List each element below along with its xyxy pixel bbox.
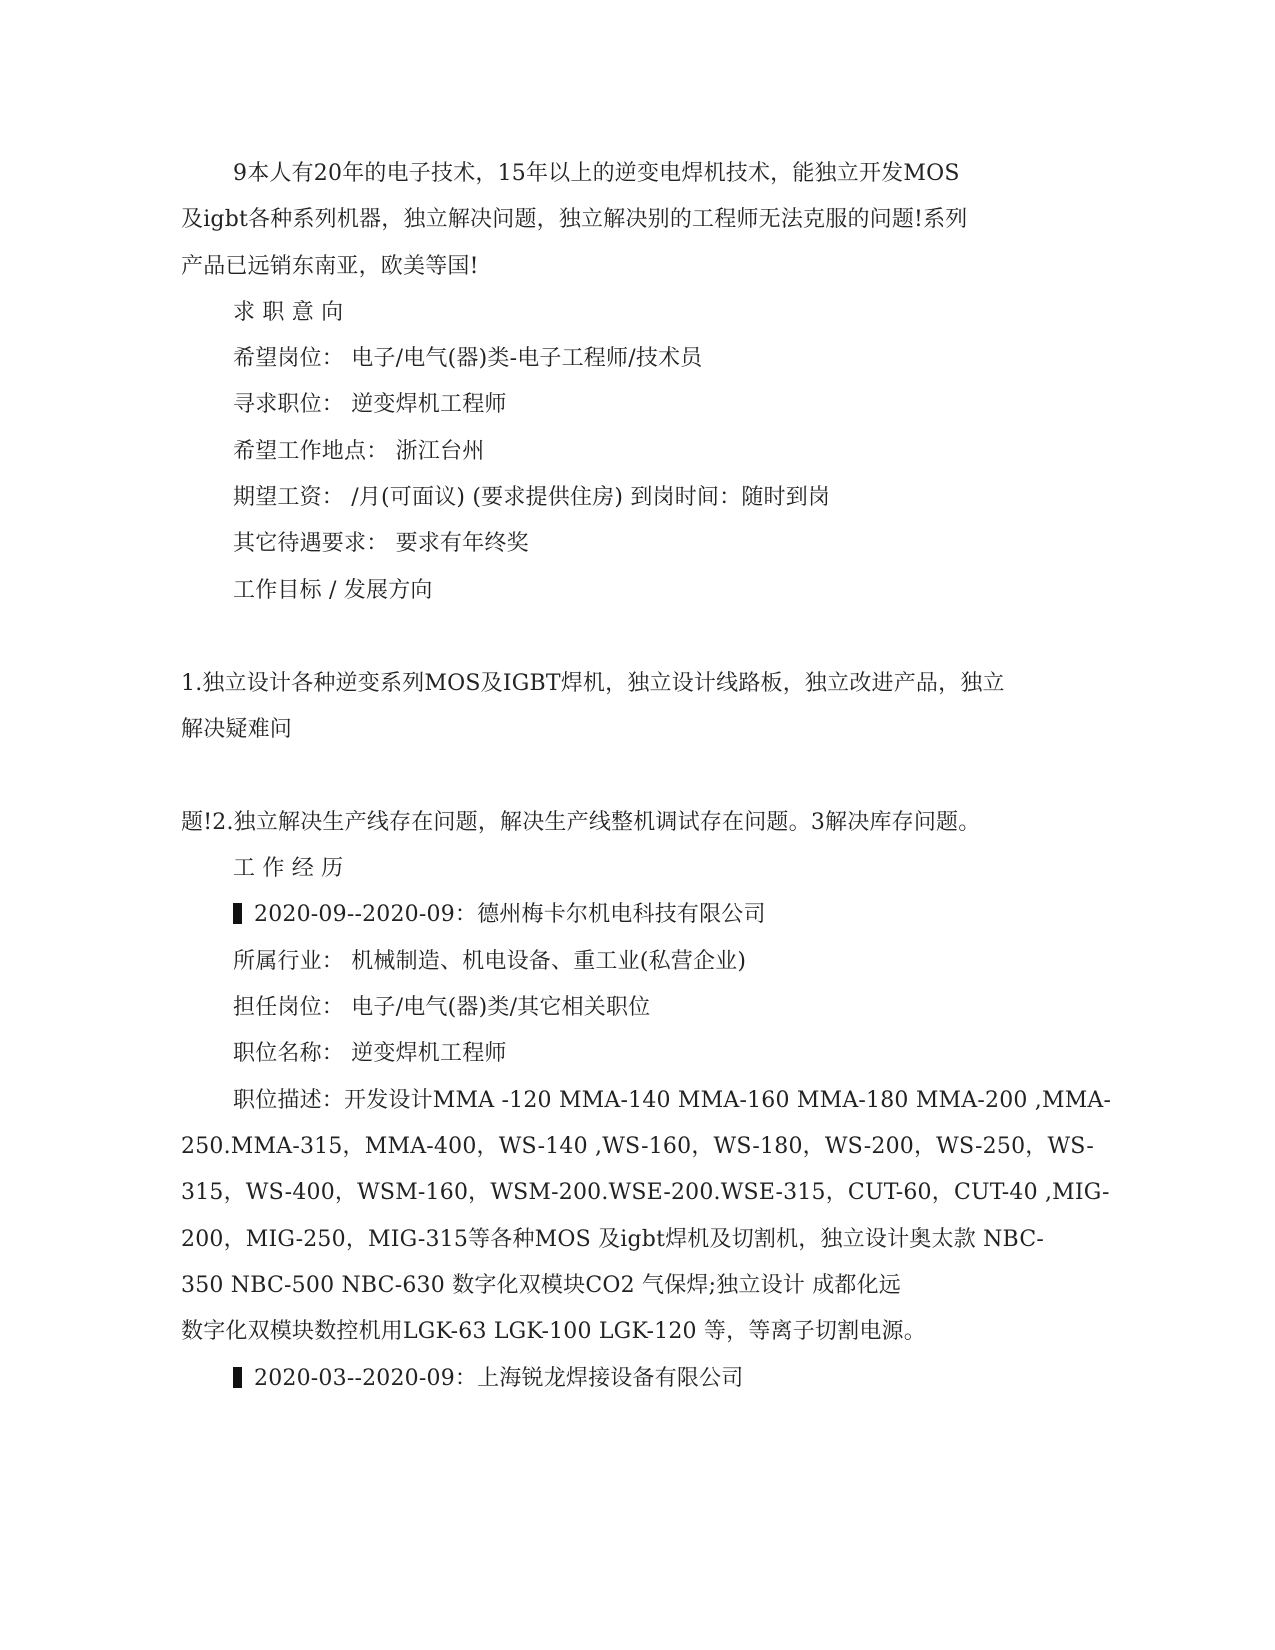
job1-desc-line-3: 315，WS-400，WSM-160，WSM-200.WSE-200.WSE-315，CUT-60，CUT-40 ,MIG-	[181, 1180, 1110, 1205]
goals-line-3: 题!2.独立解决生产线存在问题，解决生产线整机调试存在问题。3解决库存问题。	[181, 810, 981, 835]
intro-line-2: 及igbt各种系列机器，独立解决问题，独立解决别的工程师无法克服的问题!系列	[181, 207, 968, 232]
job1-desc-line-2: 250.MMA-315，MMA-400，WS-140 ,WS-160，WS-180，WS-200，WS-250，WS-	[181, 1134, 1094, 1159]
desired-position: 希望岗位： 电子/电气(器)类-电子工程师/技术员	[233, 346, 703, 371]
intro-line-3: 产品已远销东南亚，欧美等国!	[181, 254, 479, 279]
intro-line-1: 9本人有20年的电子技术，15年以上的逆变电焊机技术，能独立开发MOS	[233, 161, 960, 186]
goals-line-2: 解决疑难问	[181, 717, 293, 742]
job1-desc-line-5: 350 NBC-500 NBC-630 数字化双模块CO2 气保焊;独立设计 成都化远	[181, 1273, 902, 1298]
goal-heading: 工作目标 / 发展方向	[233, 578, 433, 603]
experience-heading: 工 作 经 历	[233, 856, 344, 881]
job1-desc-line-1: 职位描述：开发设计MMA -120 MMA-140 MMA-160 MMA-180 MMA-200 ,MMA-	[233, 1088, 1112, 1113]
sought-position: 寻求职位： 逆变焊机工程师	[233, 392, 507, 417]
job2-period: 2020-03--2020-09：上海锐龙焊接设备有限公司	[254, 1366, 744, 1391]
intent-heading: 求 职 意 向	[233, 300, 344, 325]
job2-period-line	[233, 1364, 744, 1394]
bullet-marker	[233, 1367, 242, 1388]
job1-industry: 所属行业： 机械制造、机电设备、重工业(私营企业)	[233, 949, 747, 974]
expected-salary: 期望工资： /月(可面议) (要求提供住房) 到岗时间：随时到岗	[233, 485, 831, 510]
other-benefits: 其它待遇要求： 要求有年终奖	[233, 531, 529, 556]
job1-post: 担任岗位： 电子/电气(器)类/其它相关职位	[233, 995, 651, 1020]
job1-period: 2020-09--2020-09：德州梅卡尔机电科技有限公司	[254, 902, 766, 927]
goals-line-1: 1.独立设计各种逆变系列MOS及IGBT焊机，独立设计线路板，独立改进产品，独立	[181, 671, 1005, 696]
job1-desc-line-4: 200，MIG-250，MIG-315等各种MOS 及igbt焊机及切割机，独立设计奥太款 NBC-	[181, 1227, 1044, 1252]
desired-location: 希望工作地点： 浙江台州	[233, 439, 485, 464]
job1-title: 职位名称： 逆变焊机工程师	[233, 1041, 507, 1066]
job1-desc-line-6: 数字化双模块数控机用LGK-63 LGK-100 LGK-120 等，等离子切割电源。	[181, 1319, 926, 1344]
bullet-marker	[233, 903, 242, 924]
job1-period-line	[233, 900, 766, 930]
